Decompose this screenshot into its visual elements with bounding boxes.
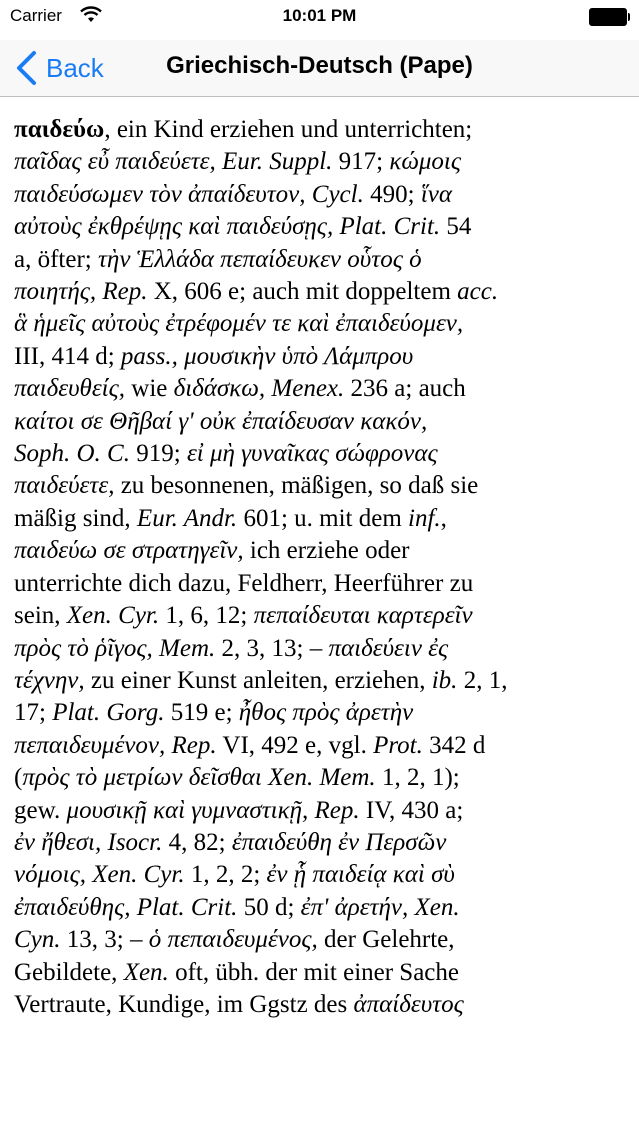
entry-citation-text: Xen. [123, 958, 169, 986]
entry-citation-text: πρὸς τὸ μετρίων δεῖσθαι Xen. Mem. [22, 764, 376, 792]
status-time: 10:01 PM [282, 6, 357, 25]
entry-line [14, 406, 626, 438]
entry-text: a, öfter; [14, 245, 98, 273]
entry-citation-text: ib. [431, 666, 458, 694]
entry-text: 17; [14, 699, 53, 727]
entry-text: 1, 2, 1); [375, 764, 460, 792]
entry-line [14, 438, 626, 470]
entry-text: mäßig sind, [14, 504, 137, 532]
entry-line [14, 179, 626, 211]
entry-text: VI, 492 e, vgl. [216, 731, 374, 759]
entry-citation-text: acc. [457, 278, 499, 306]
entry-citation-text: ὁ πεπαιδευμένος, [148, 926, 318, 954]
entry-citation-text: πεπαίδευται καρτερεῖν [253, 602, 473, 630]
entry-line [14, 665, 626, 697]
entry-text: 50 d; [237, 893, 301, 921]
entry-line [14, 470, 626, 502]
entry-citation-text: νόμοις, Xen. Cyr. [14, 861, 185, 889]
status-bar [0, 0, 639, 40]
entry-citation-text: παιδεύειν ἐς [328, 634, 449, 662]
entry-text: oft, übh. der mit einer Sache [168, 958, 459, 986]
entry-text: zu besonnenen, mäßigen, so daß sie [114, 472, 479, 500]
entry-line [14, 276, 626, 308]
entry-text: 919; [129, 440, 187, 468]
entry-text: Gebildete, [14, 958, 124, 986]
entry-line [14, 373, 626, 405]
entry-citation-text: ἃ ἡμεῖς αὐτοὺς ἐτρέφομέν τε καὶ ἐπαιδεύομεν, [14, 310, 464, 338]
carrier-label: Carrier [10, 6, 62, 25]
entry-line [14, 211, 626, 243]
navigation-bar [0, 40, 639, 97]
entry-text: 490; [363, 180, 421, 208]
entry-line [14, 859, 626, 891]
page-title: Griechisch-Deutsch (Pape) [166, 52, 473, 79]
entry-citation-text: ἀπαίδευτος [353, 990, 464, 1018]
entry-line [14, 308, 626, 340]
entry-text: X, 606 e; auch mit doppeltem [147, 278, 458, 306]
entry-citation-text: αὐτοὺς ἐκθρέψῃς καὶ παιδεύσῃς, Plat. Crit. [14, 213, 441, 241]
entry-citation-text: πεπαιδευμένον, Rep. [14, 731, 217, 759]
entry-citation-text: παιδεύσωμεν τὸν ἀπαίδευτον, Cycl. [14, 180, 364, 208]
entry-citation-text: παῖδας εὖ παιδεύετε, Eur. Suppl. [14, 148, 333, 176]
entry-text: , ein Kind erziehen und unterrichten; [104, 116, 473, 143]
entry-citation-text: τέχνην, [14, 666, 85, 694]
entry-citation-text: ἐπαιδεύθη ἐν Περσῶν [231, 828, 447, 856]
entry-text: 1, 6, 12; [159, 602, 254, 630]
entry-text: sein, [14, 602, 67, 630]
entry-text: 1, 2, 2; [184, 861, 267, 889]
battery-icon [589, 8, 627, 26]
entry-text: 917; [332, 148, 390, 176]
back-button-label: Back [46, 52, 104, 83]
entry-text: 342 d [422, 731, 486, 759]
entry-line [14, 568, 626, 600]
entry-citation-text: pass., μουσικὴν ὑπὸ Λάμπρου [120, 342, 414, 370]
entry-text: der Gelehrte, [317, 926, 455, 954]
entry-line [14, 341, 626, 373]
entry-text: III, 414 d; [14, 342, 121, 370]
dictionary-entry [14, 114, 626, 1136]
entry-citation-text: πρὸς τὸ ῥῖγος, Mem. [14, 634, 216, 662]
entry-citation-text: Eur. Andr. [136, 504, 238, 532]
entry-citation-text: παιδεύω σε στρατηγεῖν, [14, 537, 244, 565]
entry-text: 236 a; auch [344, 375, 466, 403]
entry-text: 2, 3, 13; – [215, 634, 329, 662]
entry-citation-text: ἵνα [420, 180, 452, 208]
entry-line [14, 989, 626, 1021]
entry-line [14, 957, 626, 989]
entry-line [14, 697, 626, 729]
entry-line [14, 114, 626, 146]
entry-citation-text: Prot. [373, 731, 423, 759]
entry-line [14, 146, 626, 178]
entry-line [14, 795, 626, 827]
entry-line [14, 535, 626, 567]
entry-line [14, 633, 626, 665]
entry-line [14, 924, 626, 956]
entry-text: ich erziehe oder [243, 537, 410, 565]
entry-citation-text: παιδευθείς, [14, 375, 126, 403]
entry-citation-text: κώμοις [389, 148, 461, 176]
entry-citation-text: Xen. Cyr. [66, 602, 160, 630]
entry-citation-text: εἰ μὴ γυναῖκας σώφρονας [186, 440, 438, 468]
entry-headword: παιδεύω [14, 116, 105, 143]
entry-line [14, 730, 626, 762]
entry-citation-text: ἐν ᾗ παιδείᾳ καὶ σὺ [266, 861, 455, 889]
entry-line [14, 762, 626, 794]
entry-citation-text: μουσικῇ καὶ γυμναστικῇ, Rep. [66, 796, 360, 824]
entry-citation-text: ἦθος πρὸς ἀρετὴν [238, 699, 414, 727]
entry-text: 601; u. mit dem [237, 504, 409, 532]
entry-text: unterrichte dich dazu, Feldherr, Heerführer zu [14, 569, 474, 597]
entry-line [14, 503, 626, 535]
entry-citation-text: τὴν Ἑλλάδα πεπαίδευκεν οὗτος ὁ [97, 245, 422, 273]
entry-citation-text: Plat. Gorg. [52, 699, 165, 727]
entry-citation-text: ποιητής, Rep. [14, 278, 148, 306]
entry-text: wie [125, 375, 174, 403]
entry-line [14, 892, 626, 924]
entry-citation-text: παιδεύετε, [14, 472, 115, 500]
entry-text: ( [14, 764, 23, 792]
entry-citation-text: Cyn. [14, 926, 61, 954]
entry-citation-text: Soph. O. C. [14, 440, 130, 468]
entry-citation-text: διδάσκω, Menex. [173, 375, 345, 403]
entry-text: 54 [440, 213, 472, 241]
entry-line [14, 244, 626, 276]
entry-text: , [440, 504, 447, 532]
entry-citation-text: καίτοι σε Θῆβαί γ' οὐκ ἐπαίδευσαν κακόν, [14, 407, 428, 435]
entry-text: 2, 1, [457, 666, 508, 694]
entry-citation-text: ἐπαιδεύθης, Plat. Crit. [14, 893, 238, 921]
entry-text: 13, 3; – [60, 926, 149, 954]
entry-line [14, 827, 626, 859]
entry-text: Vertraute, Kundige, im Ggstz des [14, 990, 354, 1018]
entry-text: gew. [14, 796, 67, 824]
entry-citation-text: ἐν ἤθεσι, Isocr. [14, 828, 163, 856]
entry-line [14, 600, 626, 632]
entry-text: 519 e; [164, 699, 239, 727]
entry-citation-text: ἐπ' ἀρετήν, Xen. [300, 893, 460, 921]
entry-text: IV, 430 a; [359, 796, 464, 824]
entry-text: zu einer Kunst anleiten, erziehen, [84, 666, 432, 694]
entry-text: 4, 82; [162, 828, 232, 856]
entry-citation-text: inf. [408, 504, 441, 532]
